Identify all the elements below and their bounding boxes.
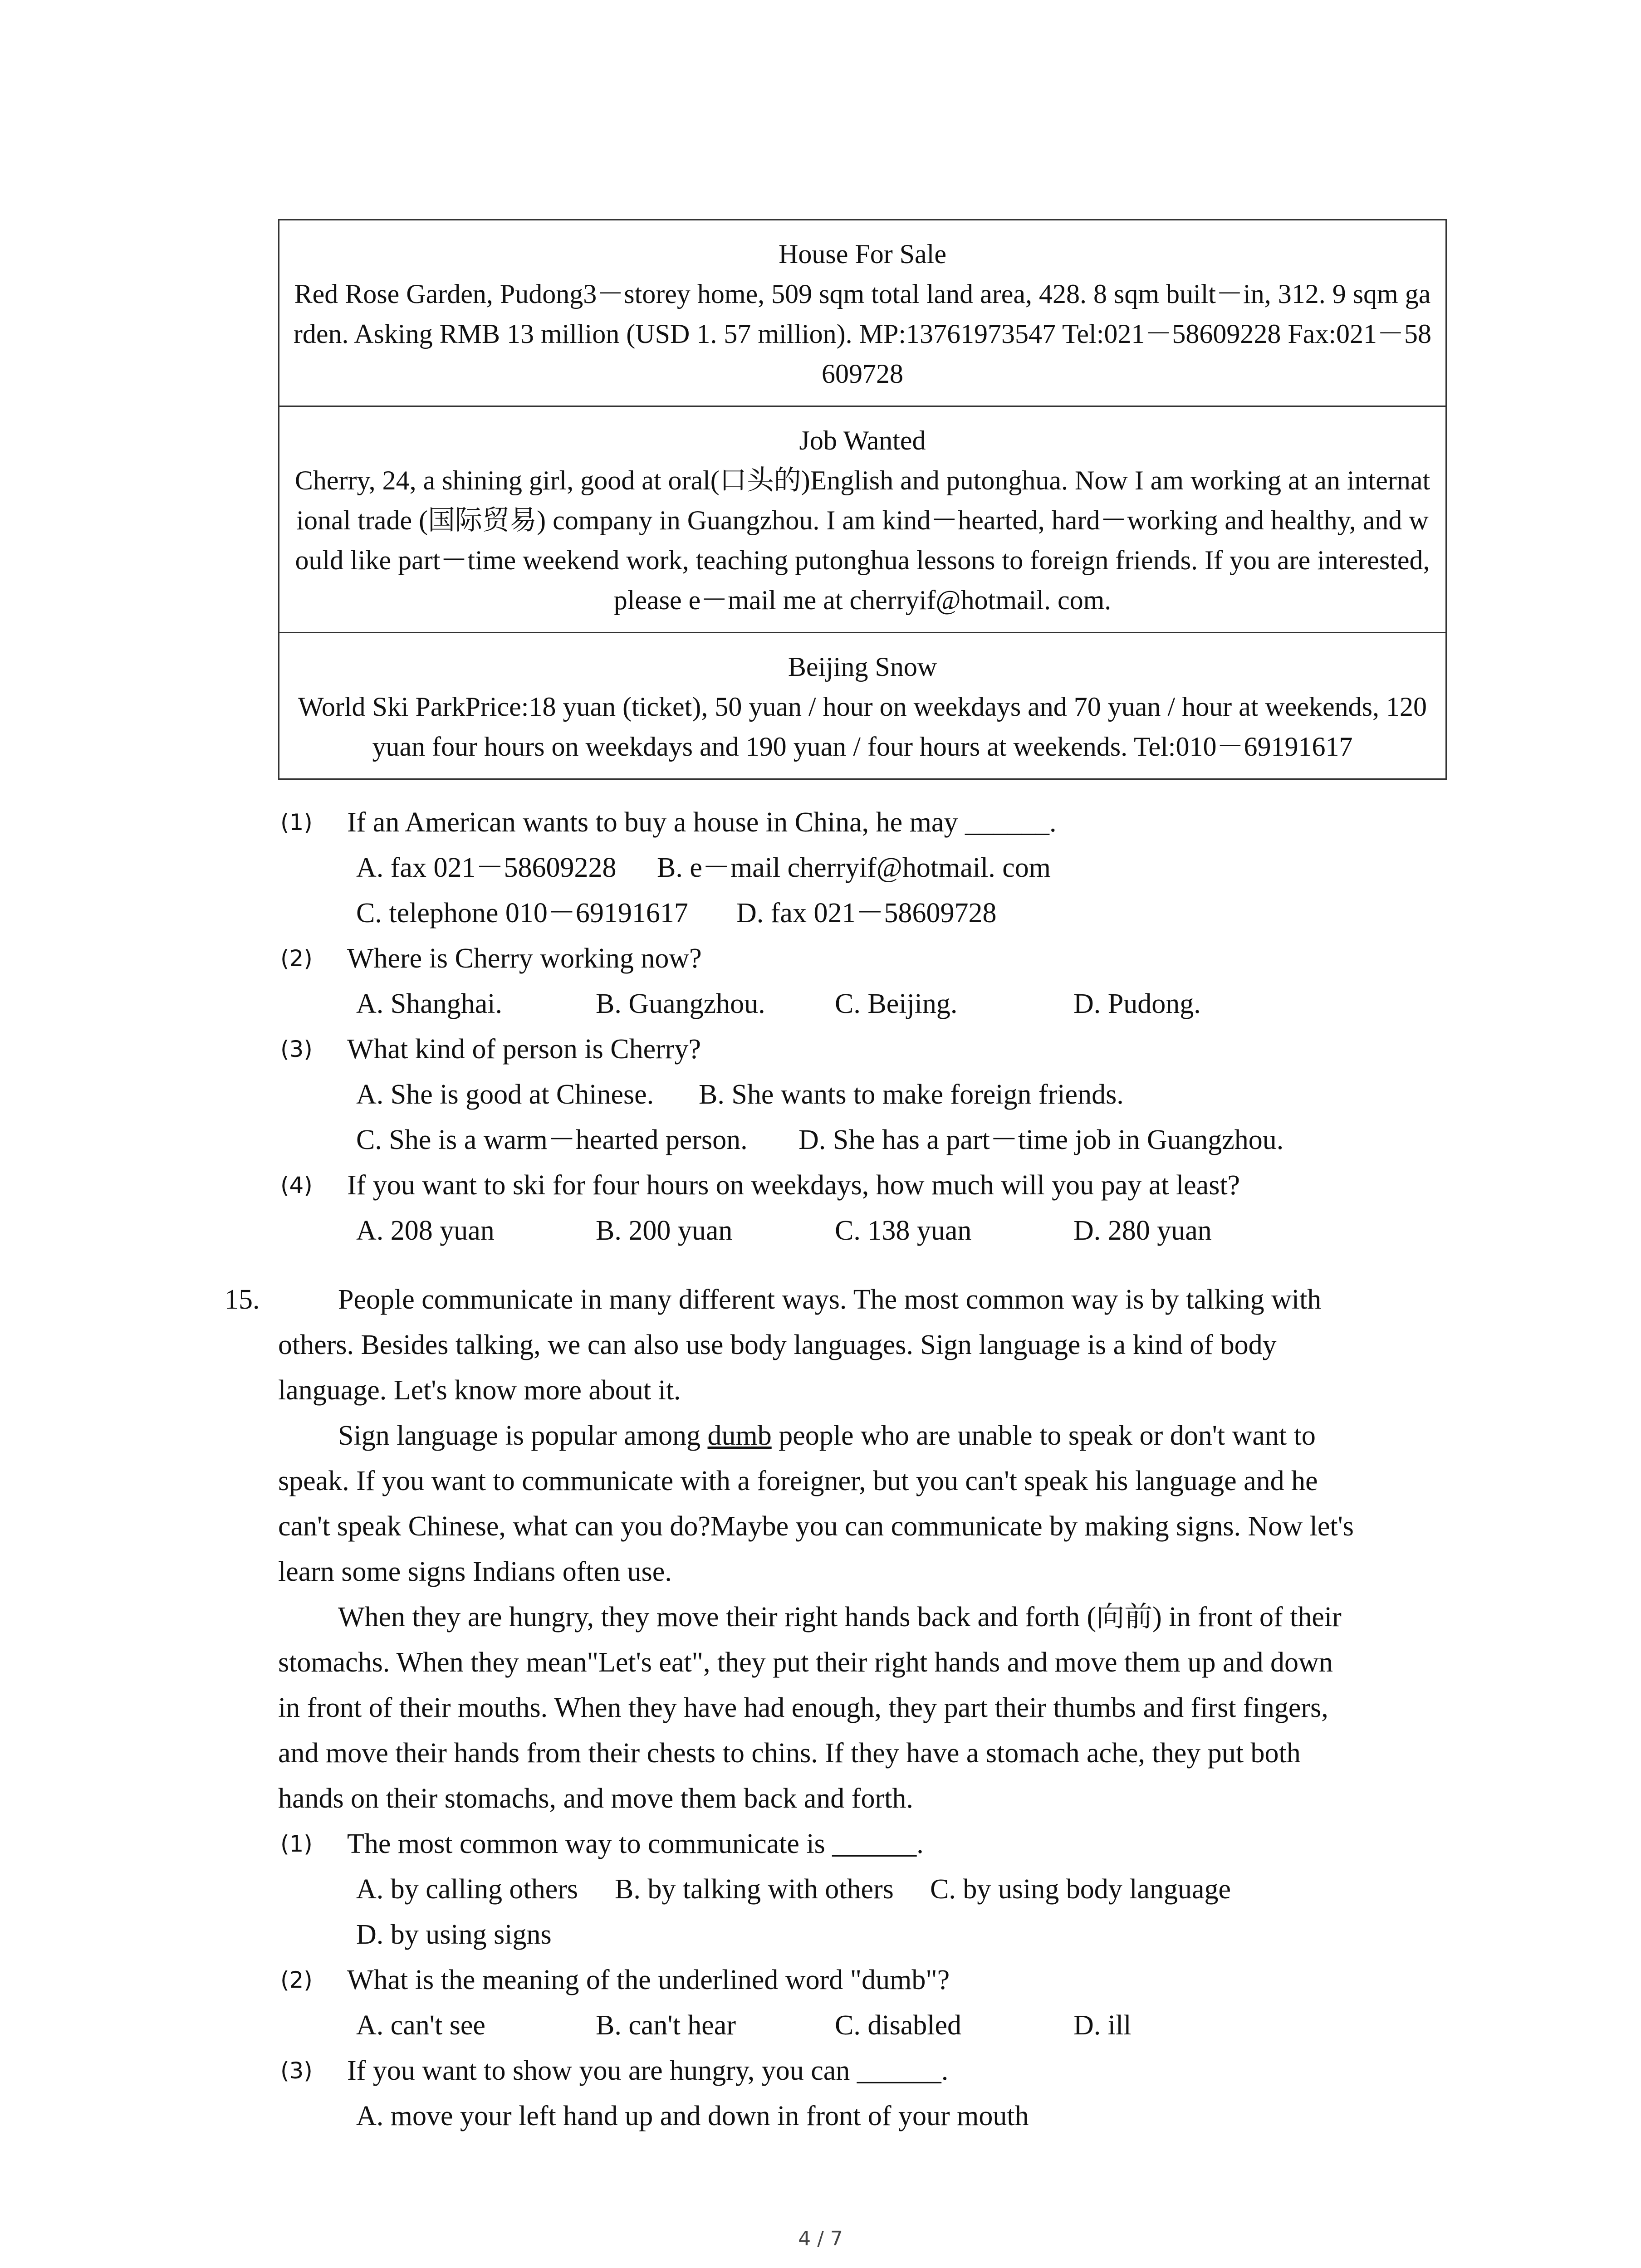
option: B. Guangzhou.	[596, 988, 765, 1019]
option: D. She has a part－time job in Guangzhou.	[798, 1124, 1284, 1155]
ad-title: House For Sale	[779, 239, 946, 269]
option: D. ill	[1073, 2010, 1132, 2041]
ad-row	[279, 406, 1446, 633]
question-15-number: 15.	[225, 1284, 260, 1315]
passage-text: people who are unable to speak or don't want to	[771, 1420, 1316, 1451]
passage-line: People communicate in many different ways. The most common way is by talking with	[338, 1284, 1322, 1315]
passage-line: stomachs. When they mean"Let's eat", they put their right hands and move them up and down	[278, 1647, 1333, 1678]
option: A. by calling others	[356, 1874, 578, 1905]
ad-title: Job Wanted	[799, 425, 926, 455]
option: D. Pudong.	[1073, 988, 1201, 1019]
question-number: (2)	[280, 945, 313, 972]
question-text: If you want to show you are hungry, you can ______.	[347, 2055, 949, 2086]
question-text: If you want to ski for four hours on weekdays, how much will you pay at least?	[347, 1170, 1240, 1201]
passage-line: others. Besides talking, we can also use body languages. Sign language is a kind of body	[278, 1330, 1277, 1360]
question-number: (2)	[280, 1967, 313, 1993]
question-number: (4)	[280, 1172, 313, 1198]
ad-job-wanted	[279, 406, 1446, 633]
option: A. fax 021－58609228	[356, 852, 617, 883]
question-text: Where is Cherry working now?	[347, 943, 702, 974]
option: B. She wants to make foreign friends.	[699, 1079, 1124, 1110]
passage-line: language. Let's know more about it.	[278, 1375, 681, 1406]
passage-line: speak. If you want to communicate with a foreigner, but you can't speak his language and he	[278, 1466, 1318, 1496]
ad-body: Cherry, 24, a shining girl, good at oral(口头的)English and putonghua. Now I am working at an international trade (国际贸易) company in Guangzhou. I am kind－hearted, hard－working and healthy, and would like part－time weekend work, teaching putonghua lessons to foreign friends. If you are interested, please e－mail me at cherryif@hotmail. com.	[294, 465, 1430, 615]
passage-line: When they are hungry, they move their right hands back and forth (向前) in front of their	[338, 1602, 1342, 1633]
option: C. 138 yuan	[835, 1215, 972, 1246]
option: C. by using body language	[930, 1874, 1231, 1905]
question-number: (1)	[280, 809, 313, 836]
option: C. Beijing.	[835, 988, 958, 1019]
question-text: What kind of person is Cherry?	[347, 1034, 701, 1065]
option: C. telephone 010－69191617	[356, 898, 688, 929]
ad-body: World Ski ParkPrice:18 yuan (ticket), 50 yuan / hour on weekdays and 70 yuan / hour at weekends, 120 yuan four hours on weekdays and 190 yuan / four hours at weekends. Tel:010－69191617	[298, 692, 1427, 762]
passage-line: hands on their stomachs, and move them back and forth.	[278, 1783, 913, 1814]
question-text: The most common way to communicate is ______.	[347, 1828, 924, 1859]
underlined-word-dumb: dumb	[707, 1420, 772, 1451]
option: A. 208 yuan	[356, 1215, 495, 1246]
option: D. 280 yuan	[1073, 1215, 1212, 1246]
option: B. by talking with others	[615, 1874, 894, 1905]
question-number: (3)	[280, 1036, 313, 1062]
question-text: If an American wants to buy a house in China, he may ______.	[347, 807, 1057, 838]
option: A. She is good at Chinese.	[356, 1079, 654, 1110]
option: A. can't see	[356, 2010, 485, 2041]
passage-text: Sign language is popular among	[338, 1420, 708, 1451]
ad-beijing-snow	[279, 633, 1446, 779]
option: A. move your left hand up and down in front of your mouth	[356, 2101, 1029, 2131]
ad-house-for-sale	[279, 220, 1446, 406]
passage-line: learn some signs Indians often use.	[278, 1556, 672, 1587]
question-text: What is the meaning of the underlined word "dumb"?	[347, 1965, 950, 1995]
option: C. She is a warm－hearted person.	[356, 1124, 748, 1155]
question-number: (1)	[280, 1831, 313, 1857]
passage-line: in front of their mouths. When they have had enough, they part their thumbs and first fingers,	[278, 1692, 1328, 1723]
option: D. fax 021－58609728	[736, 898, 997, 929]
ad-title: Beijing Snow	[788, 652, 937, 682]
passage-line: can't speak Chinese, what can you do?Maybe you can communicate by making signs. Now let's	[278, 1511, 1354, 1542]
question-number: (3)	[280, 2058, 313, 2084]
option: C. disabled	[835, 2010, 961, 2041]
option: B. 200 yuan	[596, 1215, 733, 1246]
option: D. by using signs	[356, 1919, 552, 1950]
ad-row	[279, 220, 1446, 406]
page-number: 4 / 7	[798, 2227, 843, 2250]
option: B. can't hear	[596, 2010, 736, 2041]
passage-line	[338, 1415, 1316, 1456]
ads-table	[278, 219, 1447, 780]
ad-body: Red Rose Garden, Pudong3－storey home, 509 sqm total land area, 428. 8 sqm built－in, 312. 9 sqm garden. Asking RMB 13 million (USD 1. 57 million). MP:13761973547 Tel:021－58609228 Fax:021－58609728	[293, 279, 1432, 389]
option: B. e－mail cherryif@hotmail. com	[657, 852, 1051, 883]
option: A. Shanghai.	[356, 988, 503, 1019]
passage-line: and move their hands from their chests to chins. If they have a stomach ache, they put both	[278, 1738, 1301, 1769]
ad-row	[279, 633, 1446, 779]
